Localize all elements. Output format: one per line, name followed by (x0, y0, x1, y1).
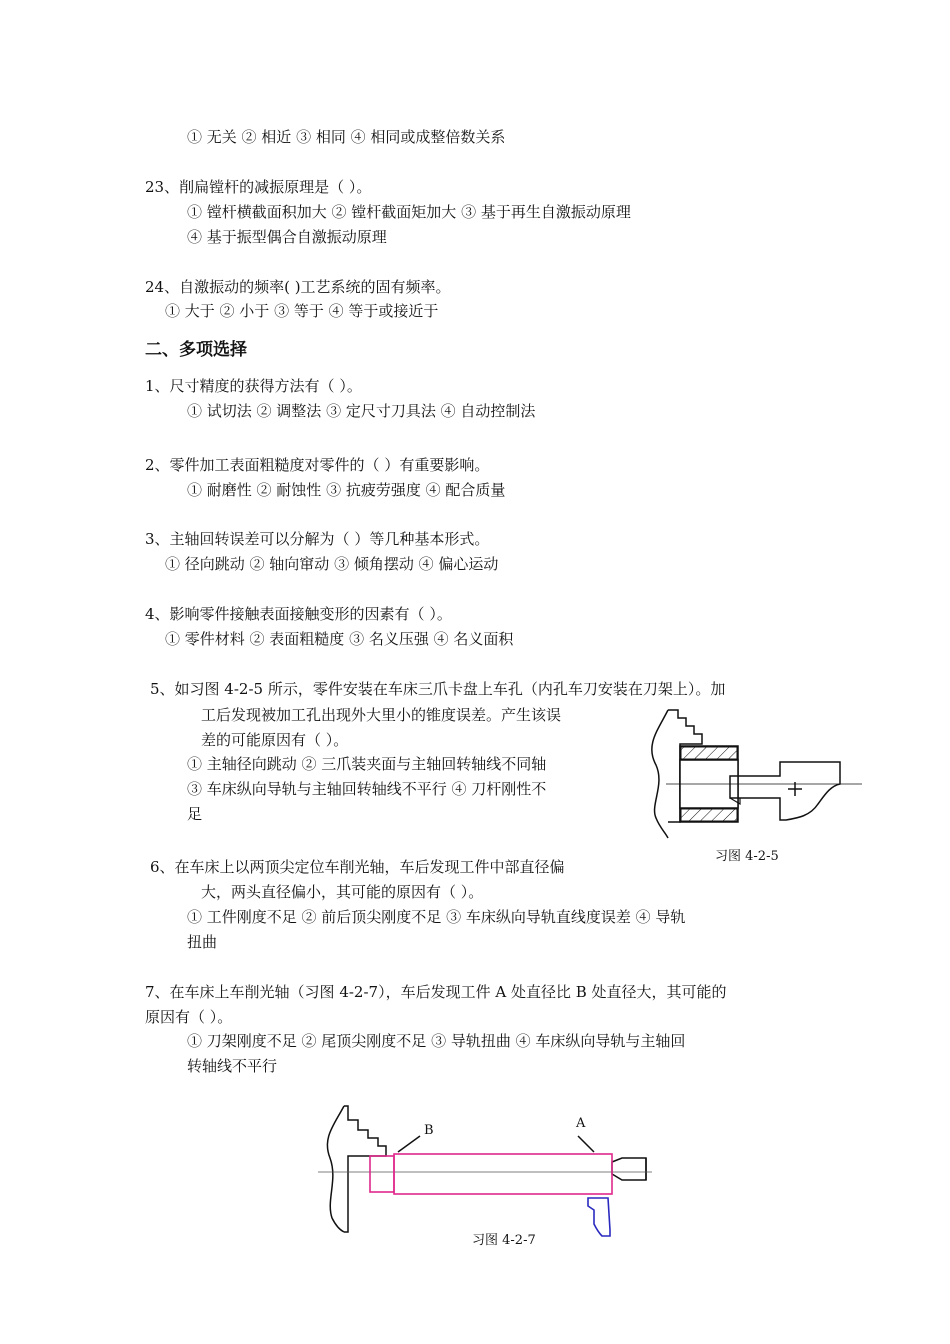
figure-4-2-5-caption: 习图 4-2-5 (715, 849, 779, 864)
m5-question-3: 差的可能原因有（ ）。 (201, 731, 349, 749)
label-a: A (576, 1116, 586, 1131)
m4-question: 4、影响零件接触表面接触变形的因素有（ ）。 (145, 605, 452, 623)
q23-question: 23、削扁镗杆的减振原理是（ ）。 (145, 178, 372, 196)
m6-options-1: ① 工件刚度不足 ② 前后顶尖刚度不足 ③ 车床纵向导轨直线度误差 ④ 导轨 (187, 908, 686, 926)
m4-options: ① 零件材料 ② 表面粗糙度 ③ 名义压强 ④ 名义面积 (165, 630, 514, 648)
m3-question: 3、主轴回转误差可以分解为（ ）等几种基本形式。 (145, 530, 490, 548)
q24-options: ① 大于 ② 小于 ③ 等于 ④ 等于或接近于 (165, 302, 439, 320)
cutting-tool (588, 1198, 610, 1236)
m6-options-2: 扭曲 (187, 933, 218, 951)
label-b: B (424, 1123, 434, 1138)
m3-options: ① 径向跳动 ② 轴向窜动 ③ 倾角摆动 ④ 偏心运动 (165, 555, 499, 573)
q22-options: ① 无关 ② 相近 ③ 相同 ④ 相同或成整倍数关系 (187, 128, 506, 146)
m5-options-1: ① 主轴径向跳动 ② 三爪装夹面与主轴回转轴线不同轴 (187, 755, 547, 773)
m7-question-1: 7、在车床上车削光轴（习图 4-2-7），车后发现工件 A 处直径比 B 处直径大，其可能的 (145, 983, 727, 1001)
m2-options: ① 耐磨性 ② 耐蚀性 ③ 抗疲劳强度 ④ 配合质量 (187, 481, 506, 499)
q23-options-1: ① 镗杆横截面积加大 ② 镗杆截面矩加大 ③ 基于再生自激振动原理 (187, 203, 631, 221)
m6-question-2: 大，两头直径偏小，其可能的原因有（ ）。 (201, 883, 484, 901)
m7-question-2: 原因有（ ）。 (145, 1008, 233, 1026)
m6-question-1: 6、在车床上以两顶尖定位车削光轴，车后发现工件中部直径偏 (150, 858, 565, 876)
m5-question-1: 5、如习图 4-2-5 所示，零件安装在车床三爪卡盘上车孔（内孔车刀安装在刀架上）。加 (150, 680, 726, 698)
m7-options-1: ① 刀架刚度不足 ② 尾顶尖刚度不足 ③ 导轨扭曲 ④ 车床纵向导轨与主轴回 (187, 1032, 686, 1050)
q23-options-2: ④ 基于振型偶合自激振动原理 (187, 228, 387, 246)
figure-4-2-5 (640, 700, 870, 850)
m5-options-2: ③ 车床纵向导轨与主轴回转轴线不平行 ④ 刀杆刚性不 (187, 780, 547, 798)
m7-options-2: 转轴线不平行 (187, 1057, 278, 1075)
m5-options-3: 足 (187, 805, 203, 823)
section-heading: 二、多项选择 (145, 340, 247, 360)
m2-question: 2、零件加工表面粗糙度对零件的（ ）有重要影响。 (145, 456, 490, 474)
figure-4-2-7 (312, 1100, 657, 1245)
m1-options: ① 试切法 ② 调整法 ③ 定尺寸刀具法 ④ 自动控制法 (187, 402, 536, 420)
q24-question: 24、自激振动的频率( )工艺系统的固有频率。 (145, 278, 451, 296)
m1-question: 1、尺寸精度的获得方法有（ ）。 (145, 377, 362, 395)
figure-4-2-7-caption: 习图 4-2-7 (472, 1233, 536, 1248)
m5-question-2: 工后发现被加工孔出现外大里小的锥度误差。产生该误 (201, 706, 562, 724)
workpiece-shaft (370, 1154, 612, 1194)
